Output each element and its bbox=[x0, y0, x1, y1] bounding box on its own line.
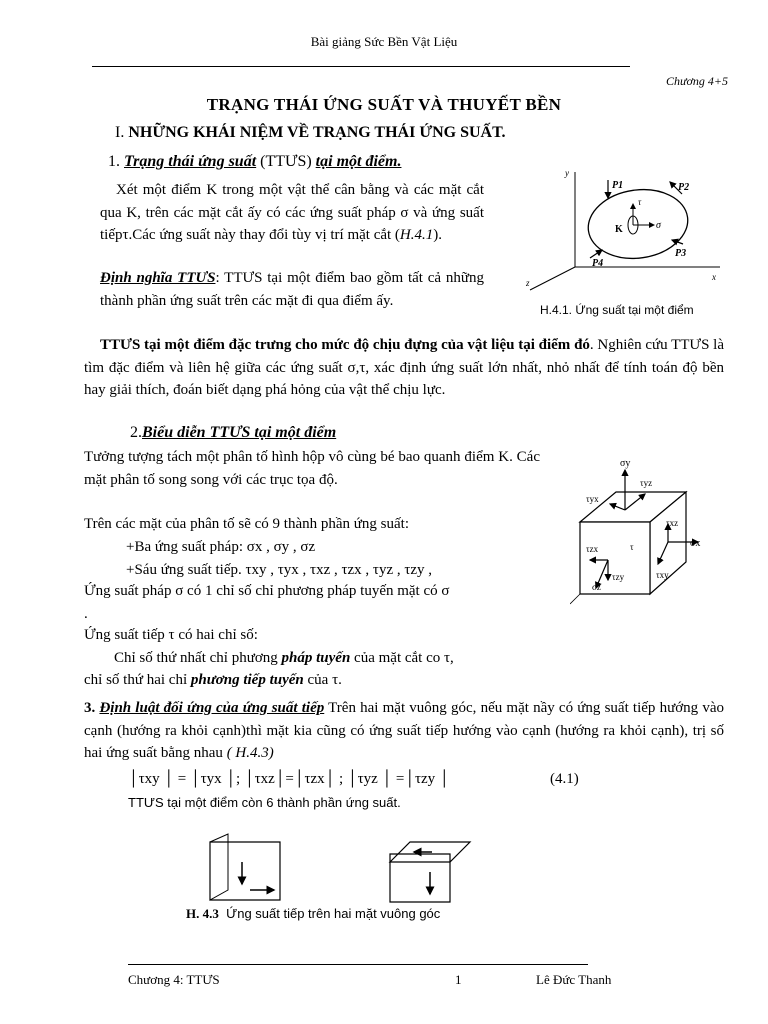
figure-stress-cube bbox=[570, 452, 740, 612]
paragraph-5: Ứng suất pháp σ có 1 chỉ số chỉ phương pháp tuyến mặt có σ . bbox=[84, 583, 450, 622]
paragraph-4: Trên các mặt của phân tố sẽ có 9 thành phần ứng suất: bbox=[84, 516, 409, 532]
paragraph-3: Tưởng tượng tách một phân tố hình hộp vô cùng bé bao quanh điểm K. Các mặt phân tố song song với các trục tọa độ. bbox=[84, 449, 540, 488]
paragraph-7: Chỉ số thứ nhất chỉ phương pháp tuyến của mặt cắt co τ, bbox=[114, 650, 454, 666]
p3-arrow bbox=[672, 240, 683, 244]
header-rule bbox=[92, 66, 630, 67]
svg-text:τzy: τzy bbox=[612, 572, 625, 582]
section-heading-1: I. NHỮNG KHÁI NIỆM VỀ TRẠNG THÁI ỨNG SUẤT. bbox=[115, 124, 506, 141]
figure-1-caption: H.4.1. Ứng suất tại một điểm bbox=[540, 303, 694, 317]
footer-left: Chương 4: TTƯS bbox=[128, 972, 220, 987]
sigma-label: σ bbox=[656, 220, 661, 231]
svg-text:τyx: τyx bbox=[586, 494, 599, 504]
shear-stress-list: +Sáu ứng suất tiếp. τxy , τyx , τxz , τzx , τyz , τzy , bbox=[126, 562, 433, 578]
p2-label: P2 bbox=[678, 182, 690, 193]
svg-text:σx: σx bbox=[690, 538, 701, 549]
svg-text:τ: τ bbox=[630, 542, 634, 552]
subheading-1: 1. Trạng thái ứng suất (TTƯS) tại một điểm. bbox=[108, 153, 402, 170]
paragraph-8: chỉ số thứ hai chỉ phương tiếp tuyến của τ. bbox=[84, 672, 342, 688]
svg-text:τzx: τzx bbox=[586, 544, 599, 554]
subheading-2: 2.Biểu diễn TTƯS tại một điểm bbox=[130, 424, 337, 441]
equation-note: TTƯS tại một điểm còn 6 thành phần ứng suất. bbox=[128, 795, 401, 810]
figure-3-caption: H. 4.3 Ứng suất tiếp trên hai mặt vuông góc bbox=[186, 906, 441, 921]
page-header: Bài giảng Sức Bền Vật Liệu bbox=[310, 34, 458, 49]
svg-text:σz: σz bbox=[592, 582, 601, 592]
doc-title: TRẠNG THÁI ỨNG SUẤT VÀ THUYẾT BỀN bbox=[206, 95, 562, 114]
definition-paragraph: Định nghĩa TTƯS: TTƯS tại một điểm bao gồm tất cả những thành phần ứng suất trên các mặt đi qua điểm ấy. bbox=[100, 270, 485, 309]
equation-4-1: │τxy │ = │τyx │; │τxz│=│τzx│ ; │τyz │ =│τzy │ bbox=[128, 771, 450, 787]
normal-stress-list: +Ba ứng suất pháp: σx , σy , σz bbox=[126, 539, 316, 555]
p3-label: P3 bbox=[675, 248, 687, 259]
svg-text:τyz: τyz bbox=[640, 478, 653, 488]
figure-perpendicular-faces bbox=[200, 832, 480, 912]
equation-number: (4.1) bbox=[550, 771, 579, 787]
z-label: z bbox=[526, 278, 530, 288]
tau-label: τ bbox=[638, 197, 642, 207]
footer-author: Lê Đức Thanh bbox=[536, 972, 612, 987]
x-label: x bbox=[712, 272, 716, 282]
p4-arrow bbox=[590, 250, 602, 258]
paragraph-6: Ứng suất tiếp τ có hai chỉ số: bbox=[84, 627, 258, 643]
k-label: K bbox=[615, 224, 623, 235]
paragraph-law: 3. Định luật đối ứng của ứng suất tiếp Trên hai mặt vuông góc, nếu mặt nầy có ứng suất tiếp hướng vào cạnh (hướng ra khỏi cạnh)thì mặt kia cũng có ứng suất tiếp hướng vào cạnh (hướng ra khỏi cạnh), trị số hai ứng suất bằng nhau ( H.4.3) bbox=[84, 700, 725, 761]
y-label: y bbox=[565, 168, 569, 178]
chapter-label: Chương 4+5 bbox=[665, 74, 728, 88]
page-number: 1 bbox=[455, 972, 462, 987]
z-axis bbox=[530, 267, 575, 290]
p1-label: P1 bbox=[612, 180, 624, 191]
paragraph-1: Xét một điểm K trong một vật thể cân bằng và các mặt cắt qua K, trên các mặt cắt ấy có các ứng suất pháp σ và ứng suất tiếpτ.Các ứng suất này thay đổi tùy vị trí mặt cắt (H.4.1). bbox=[100, 182, 484, 243]
svg-text:σy: σy bbox=[620, 458, 631, 469]
cube-front bbox=[580, 522, 650, 594]
paragraph-2: TTƯS tại một điểm đặc trưng cho mức độ chịu đựng của vật liệu tại điểm đó. Nghiên cứu TTƯS là tìm đặc điểm và liên hệ giữa các ứng suất σ,τ, xác định ứng suất lớn nhất, nhỏ nhất để tính toán độ bền hay giải thích, đoán biết dạng phá hỏng của vật thể chịu lực. bbox=[84, 337, 724, 398]
footer-rule bbox=[128, 964, 588, 965]
figure-stress-at-point bbox=[520, 162, 740, 302]
svg-text:τxy: τxy bbox=[656, 570, 669, 580]
p4-label: P4 bbox=[592, 258, 604, 269]
svg-text:τxz: τxz bbox=[666, 518, 679, 528]
